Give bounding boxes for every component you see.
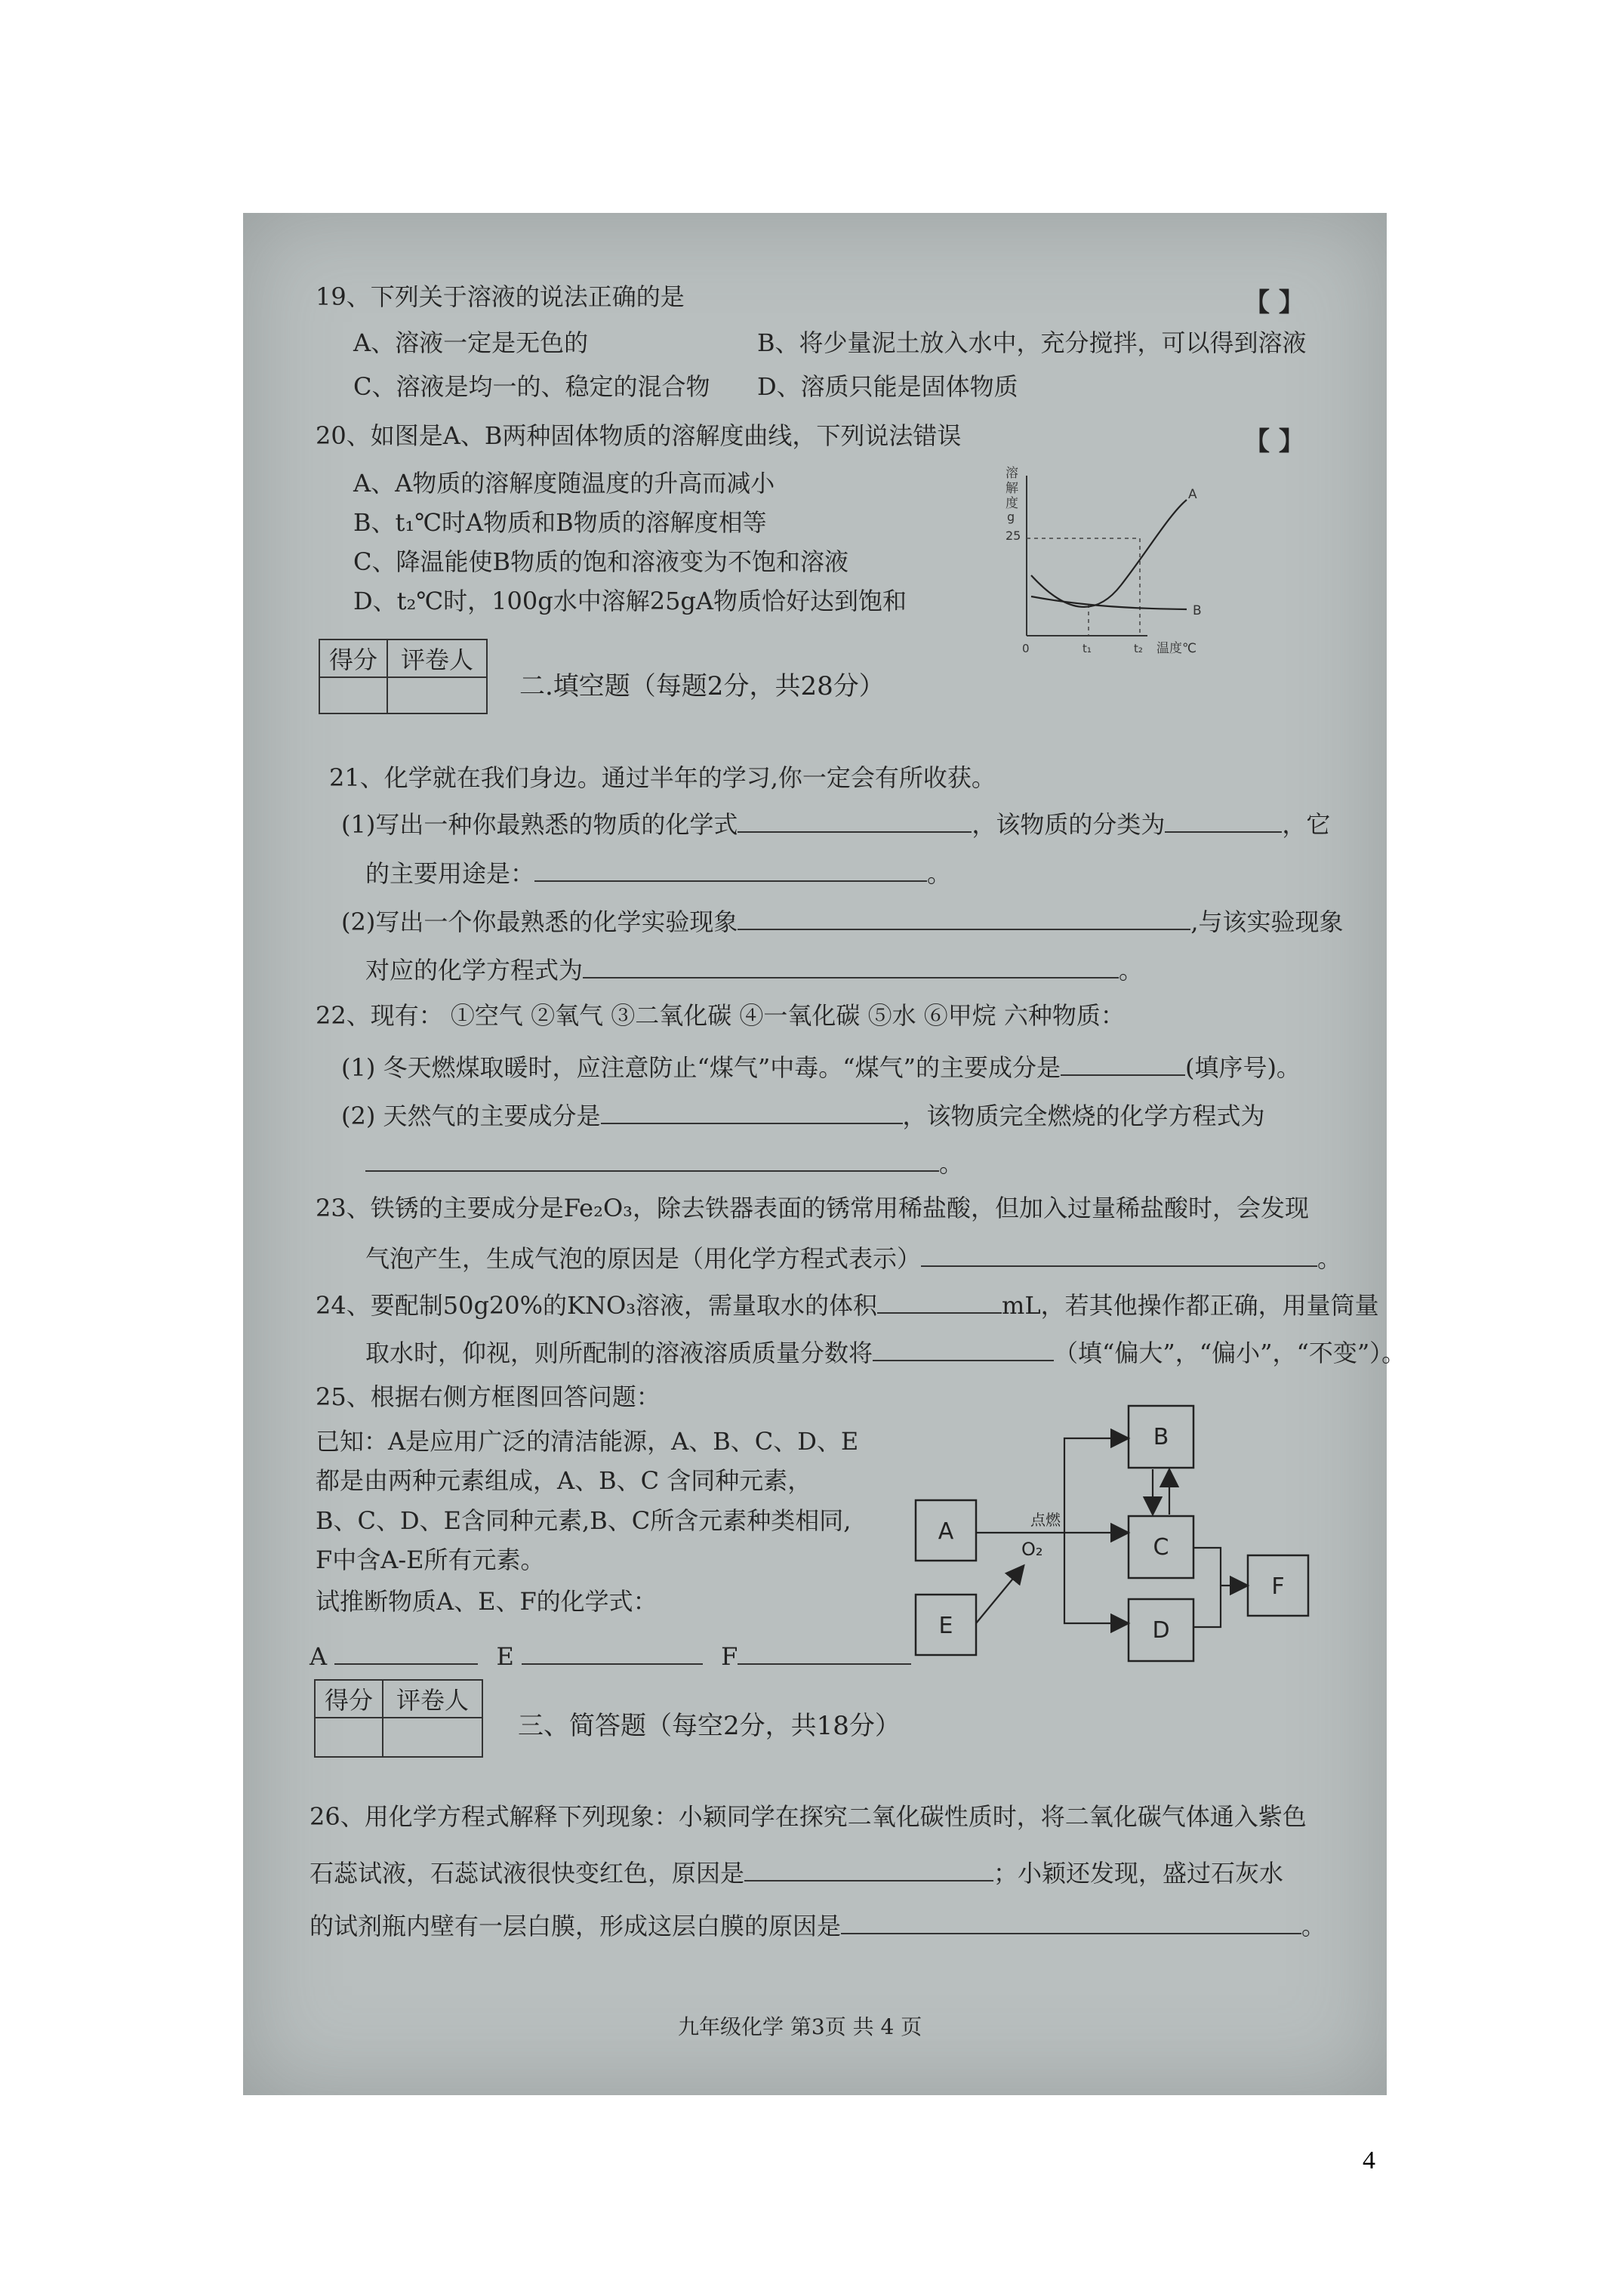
q19-option-d: D、溶质只能是固体物质 <box>757 372 1018 401</box>
q25-stem: 25、根据右侧方框图回答问题： <box>316 1382 661 1411</box>
q21-p1-text-a: (1)写出一种你最熟悉的物质的化学式 <box>341 810 738 839</box>
q25-given-line2: 都是由两种元素组成，A、B、C 含同种元素， <box>316 1466 812 1495</box>
q22-natural-gas-blank[interactable] <box>601 1099 903 1124</box>
q26-text-d: 。 <box>1301 1912 1326 1940</box>
q20-option-b: B、t₁℃时A物质和B物质的溶解度相等 <box>353 508 767 537</box>
q22-part2-line2 <box>365 1146 963 1179</box>
q24-text-a: 24、要配制50g20%的KNO₃溶液，需量取水的体积 <box>316 1291 878 1320</box>
arrow-to-d <box>1064 1533 1127 1623</box>
q20-answer-bracket: 【 】 <box>1244 427 1304 457</box>
q26-line1: 26、用化学方程式解释下列现象：小颖同学在探究二氧化碳性质时，将二氧化碳气体通入紫色 <box>310 1802 1307 1831</box>
q22-gas-blank[interactable] <box>1061 1050 1185 1076</box>
q23-line2 <box>365 1241 1341 1274</box>
box-a-label: A <box>938 1518 954 1545</box>
reagent-label: O₂ <box>1021 1539 1043 1560</box>
q21-equation-blank[interactable] <box>583 953 1119 978</box>
q24-text-b: mL，若其他操作都正确，用量筒量 <box>1002 1291 1379 1320</box>
q19-stem: 19、下列关于溶液的说法正确的是 <box>316 282 685 311</box>
q21-p2-text-b: ,与该实验现象 <box>1190 908 1344 936</box>
q26-text-b: ；小颖还发现，盛过石灰水 <box>993 1859 1284 1888</box>
graph-ylabel-1: 溶 <box>1006 466 1018 481</box>
q21-p1-text-c: ，它 <box>1282 810 1331 839</box>
q21-stem: 21、化学就在我们身边。通过半年的学习,你一定会有所收获。 <box>329 763 996 792</box>
curve-a-label: A <box>1188 487 1197 502</box>
arrow-to-b <box>1064 1438 1127 1533</box>
box-c-label: C <box>1153 1534 1169 1561</box>
q21-p2-text-c: 对应的化学方程式为 <box>365 956 584 985</box>
q25-a-label: A <box>310 1642 328 1671</box>
graph-xlabel: 温度℃ <box>1156 641 1197 656</box>
section3-score-cell[interactable] <box>315 1718 383 1757</box>
q24-line2 <box>365 1336 1406 1368</box>
q25-e-label: E <box>496 1642 514 1671</box>
q22-equation-blank[interactable] <box>365 1146 939 1172</box>
curve-a <box>1031 500 1187 607</box>
q21-part1-line2 <box>365 856 951 889</box>
section2-grader-cell[interactable] <box>387 677 487 713</box>
section2-title: 二.填空题（每题2分，共28分） <box>519 671 885 701</box>
q23-text-b: 。 <box>1317 1244 1342 1273</box>
q24-line1 <box>316 1288 1379 1321</box>
q21-formula-blank[interactable] <box>738 807 972 833</box>
q21-part2-line2 <box>365 953 1143 985</box>
q26-reason2-blank[interactable] <box>841 1909 1301 1934</box>
q19-option-c: C、溶液是均一的、稳定的混合物 <box>353 372 710 401</box>
q25-f-blank[interactable] <box>738 1639 911 1665</box>
section3-title: 三、简答题（每空2分，共18分） <box>518 1711 901 1741</box>
q21-use-blank[interactable] <box>534 856 927 882</box>
q22-part2-line1 <box>341 1099 1265 1131</box>
q21-p1-text-b: ，该物质的分类为 <box>972 810 1166 839</box>
section2-score-table <box>319 639 488 714</box>
q25-given-line3: B、C、D、E含同种元素,B、C所含元素种类相同, <box>316 1506 852 1535</box>
curve-b-label: B <box>1193 603 1202 618</box>
q19-option-b: B、将少量泥土放入水中，充分搅拌，可以得到溶液 <box>757 328 1307 357</box>
q25-flow-diagram <box>910 1397 1317 1669</box>
q23-equation-blank[interactable] <box>921 1241 1317 1267</box>
section3-grader-label: 评卷人 <box>383 1680 482 1718</box>
section3-grader-cell[interactable] <box>383 1718 482 1757</box>
q24-fraction-blank[interactable] <box>873 1336 1054 1361</box>
q21-part1-line1 <box>341 807 1330 840</box>
q22-stem: 22、现有： ①空气 ②氧气 ③二氧化碳 ④一氧化碳 ⑤水 ⑥甲烷 六种物质： <box>316 1001 1125 1030</box>
q24-text-c: 取水时，仰视，则所配制的溶液溶质质量分数将 <box>365 1339 873 1367</box>
section3-score-label: 得分 <box>315 1680 383 1718</box>
q21-phenomenon-blank[interactable] <box>738 905 1190 930</box>
q25-prompt: 试推断物质A、E、F的化学式： <box>316 1587 658 1616</box>
page-number: 4 <box>1363 2147 1375 2174</box>
q22-p1-text-b: (填序号)。 <box>1184 1053 1301 1082</box>
q22-p1-text-a: (1) 冬天燃煤取暖时，应注意防止“煤气”中毒。“煤气”的主要成分是 <box>341 1053 1061 1082</box>
q22-p2-text-c: 。 <box>939 1149 964 1178</box>
q22-p2-text-b: ，该物质完全燃烧的化学方程式为 <box>902 1102 1265 1130</box>
q21-part2-line1 <box>341 905 1344 937</box>
arrow-e-to-main <box>976 1567 1023 1623</box>
q22-p2-text-a: (2) 天然气的主要成分是 <box>341 1102 601 1130</box>
q26-text-c: 的试剂瓶内壁有一层白膜，形成这层白膜的原因是 <box>310 1912 842 1940</box>
solubility-graph <box>989 461 1238 657</box>
graph-t1-label: t₁ <box>1083 642 1092 655</box>
q26-reason1-blank[interactable] <box>744 1856 993 1881</box>
graph-origin-label: 0 <box>1022 642 1030 655</box>
q22-part1 <box>341 1050 1301 1083</box>
section2-grader-label: 评卷人 <box>387 639 487 677</box>
q26-line3 <box>310 1909 1326 1941</box>
q20-option-d: D、t₂℃时，100g水中溶解25gA物质恰好达到饱和 <box>353 587 907 615</box>
section2-score-label: 得分 <box>319 639 387 677</box>
section3-score-table <box>314 1679 483 1758</box>
q21-class-blank[interactable] <box>1165 807 1282 833</box>
box-b-label: B <box>1153 1424 1169 1450</box>
q21-p2-text-d: 。 <box>1119 956 1144 985</box>
exam-footer: 九年级化学 第3页 共 4 页 <box>678 2014 922 2039</box>
graph-ylabel-2: 解 <box>1006 481 1018 496</box>
graph-ylabel-unit: g <box>1007 510 1015 524</box>
q23-text-a: 气泡产生，生成气泡的原因是（用化学方程式表示） <box>365 1244 922 1273</box>
join-c-d <box>1193 1548 1221 1627</box>
q25-f-label: F <box>721 1642 738 1671</box>
q25-given-line1: 已知：A是应用广泛的清洁能源，A、B、C、D、E <box>316 1427 859 1456</box>
graph-ylabel-3: 度 <box>1006 496 1018 511</box>
q24-volume-blank[interactable] <box>877 1288 1002 1314</box>
q21-p1-text-e: 。 <box>927 859 952 888</box>
condition-label: 点燃 <box>1030 1511 1061 1529</box>
q25-a-blank[interactable] <box>334 1639 478 1665</box>
q25-answer-line <box>310 1639 911 1672</box>
graph-y25-label: 25 <box>1006 529 1021 543</box>
section2-score-cell[interactable] <box>319 677 387 713</box>
box-f-label: F <box>1271 1573 1285 1600</box>
box-d-label: D <box>1152 1617 1170 1644</box>
graph-t2-label: t₂ <box>1134 642 1143 655</box>
q20-option-a: A、A物质的溶解度随温度的升高而减小 <box>353 469 775 498</box>
q25-e-blank[interactable] <box>522 1639 703 1665</box>
q21-p1-text-d: 的主要用途是： <box>365 859 535 888</box>
box-e-label: E <box>938 1613 953 1639</box>
q25-given-line4: F中含A-E所有元素。 <box>316 1546 545 1574</box>
q19-option-a: A、溶液一定是无色的 <box>353 328 589 357</box>
q26-text-a: 石蕊试液，石蕊试液很快变红色，原因是 <box>310 1859 745 1888</box>
q19-answer-bracket: 【 】 <box>1244 288 1304 318</box>
q23-line1: 23、铁锈的主要成分是Fe₂O₃，除去铁器表面的锈常用稀盐酸，但加入过量稀盐酸时，会发现 <box>316 1194 1310 1222</box>
q21-p2-text-a: (2)写出一个你最熟悉的化学实验现象 <box>341 908 738 936</box>
q24-text-d: （填“偏大”，“偏小”，“不变”）。 <box>1054 1339 1406 1367</box>
q20-stem: 20、如图是A、B两种固体物质的溶解度曲线，下列说法错误 <box>316 421 962 450</box>
q26-line2 <box>310 1856 1283 1888</box>
q20-option-c: C、降温能使B物质的饱和溶液变为不饱和溶液 <box>353 547 849 576</box>
